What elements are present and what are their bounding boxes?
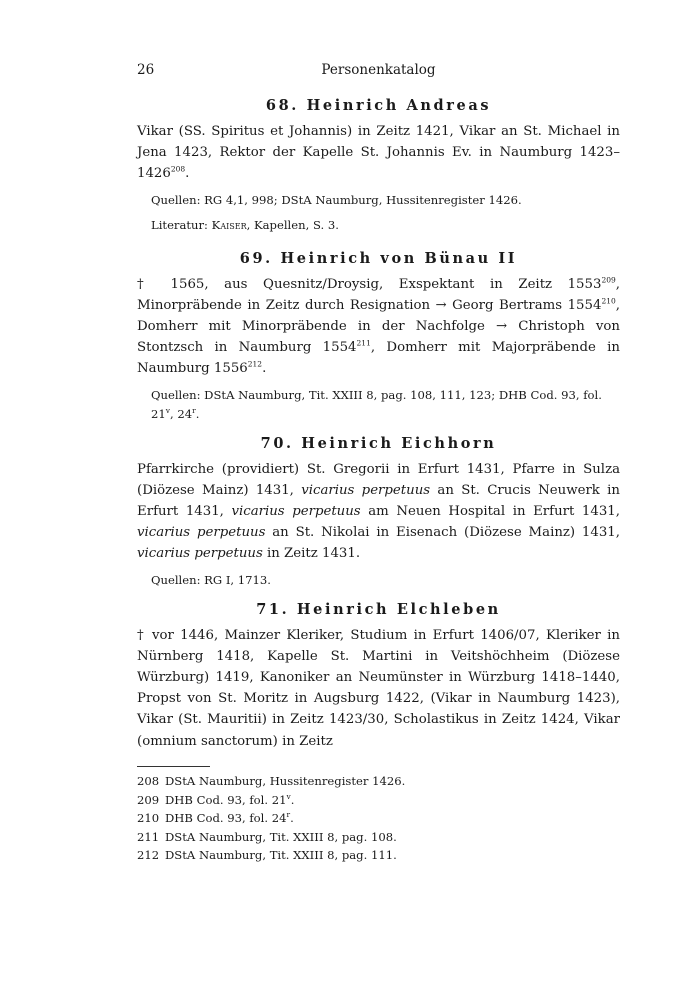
entry-text-69 (137, 274, 620, 380)
running-title: Personenkatalog (321, 62, 436, 78)
sources-69-part: Quellen: DStA Naumburg, Tit. XXIII 8, pag. 108, 111, 123; DHB Cod. 93, fol. 21 (151, 387, 602, 421)
entry-text-69-part: , Domherr mit Minorpräbende in der Nachfolge → Christoph von Stontzsch in Naumburg 1554 (137, 297, 620, 356)
entry-text-69-part: , Domherr mit Majorpräbende in Naumburg 1556 (137, 340, 620, 377)
footnote-ref-212: 212 (247, 360, 263, 369)
entry-text-70-part: an St. Crucis Neuwerk in Erfurt 1431, (137, 482, 620, 520)
entry-title-70: 70. Heinrich Eichhorn (260, 434, 497, 452)
entry-title-68: 68. Heinrich Andreas (265, 97, 492, 114)
latin-term: vicarius perpetuus (137, 546, 263, 562)
entry-literature-68 (151, 216, 620, 235)
catalog-body (137, 96, 620, 752)
latin-term: vicarius perpetuus (301, 482, 431, 498)
footnote-text-after: . (290, 792, 295, 807)
footnote-text: DStA Naumburg, Hussitenregister 1426. (165, 774, 406, 788)
footnote-ref-209: 209 (601, 275, 616, 285)
entry-text-71: † vor 1446, Mainzer Kleriker, Studium in Erfurt 1406/07, Kleriker in Nürnberg 1418, Kapelle St. Martini in Veitshöchheim (Diözese Würzburg) 1419, Kanoniker an Neumünster in Würzburg 1418–1440, Propst von St. Moritz in Augsburg 1422, (Vikar in Naumburg 1423), Vikar (St. Mauritii) in Zeitz 1423/30, Scholastikus in Zeitz 1424, Vikar (omnium sanctorum) in Zeitz (137, 627, 620, 749)
footnote-210 (137, 809, 620, 828)
entry-text-68: Vikar (SS. Spiritus et Johannis) in Zeitz 1421, Vikar an St. Michael in Jena 1423, Rektor der Kapelle St. Johannis Ev. in Naumburg 1423–1426$^{208}$. (137, 124, 620, 182)
footnote-text-body: DHB Cod. 93, fol. 21 (165, 792, 287, 807)
latin-term: vicarius perpetuus (137, 525, 266, 541)
entry-text-70-part: am Neuen Hospital in Erfurt 1431, (360, 504, 620, 520)
page-number: 26 (137, 62, 155, 78)
footnote-text: DStA Naumburg, Tit. XXIII 8, pag. 111. (165, 848, 397, 863)
footnotes (137, 772, 620, 865)
folio-recto: r (286, 810, 291, 820)
footnote-208 (137, 772, 620, 791)
footnote-number: 211 (137, 829, 160, 844)
entry-sources-68: Quellen: RG 4,1, 998; DStA Naumburg, Hussitenregister 1426. (151, 192, 522, 207)
running-head (137, 62, 620, 82)
footnote-text (165, 809, 294, 828)
footnote-text: DStA Naumburg, Tit. XXIII 8, pag. 108. (165, 829, 397, 844)
footnote-ref-210: 210 (601, 296, 616, 306)
footnote-209 (137, 791, 620, 810)
footnote-number: 209 (137, 792, 160, 807)
footnote-ref-211: 211 (356, 338, 371, 348)
latin-term: vicarius perpetuus (231, 504, 361, 520)
entry-text-70-part: in Zeitz 1431. (262, 546, 361, 562)
entry-sources-69 (151, 386, 620, 424)
entry-text-68-body: Vikar (SS. Spiritus et Johannis) in Zeitz 1421, Vikar an St. Michael in Jena 1423, Rektor der Kapelle St. Johannis Ev. in Naumburg 1423–1426 (137, 124, 620, 182)
entry-text-69-part: † 1565, aus Quesnitz/Droysig, Exspektant in Zeitz 1553 (137, 276, 602, 292)
literature-author: Kaiser (211, 217, 247, 232)
footnote-text (165, 791, 294, 810)
entry-text-70 (137, 459, 620, 565)
literature-prefix: Literatur: (151, 217, 212, 232)
footnote-211 (137, 828, 620, 847)
footnote-212 (137, 846, 620, 865)
entry-text-69-part: . (262, 361, 267, 377)
footnote-number: 208 (137, 774, 160, 788)
entry-sources-70: Quellen: RG I, 1713. (151, 572, 271, 587)
folio-verso: v (165, 405, 171, 415)
footnote-text-after: . (290, 811, 294, 826)
entry-title-69: 69. Heinrich von Bünau II (239, 249, 518, 267)
footnote-text-body: DHB Cod. 93, fol. 24 (165, 811, 287, 826)
footnote-rule (137, 766, 210, 767)
entry-text-70-part: Pfarrkirche (providiert) St. Gregorii in Erfurt 1431, Pfarre in Sulza (Diözese Mainz) 1431, (137, 461, 620, 498)
entry-text-69-part: , Minorpräbende in Zeitz durch Resignation → Georg Bertrams 1554 (137, 276, 620, 313)
folio-verso: v (286, 791, 291, 801)
footnote-number: 212 (137, 848, 160, 863)
literature-rest: , Kapellen, S. 3. (246, 217, 339, 232)
sources-69-part: , 24 (170, 406, 193, 421)
footnote-ref-208: 208 (170, 164, 186, 174)
footnote-number: 210 (137, 811, 160, 826)
folio-recto: r (192, 405, 196, 415)
sources-69-part: . (195, 406, 200, 421)
entry-title-71: 71. Heinrich Elchleben (256, 600, 501, 618)
entry-text-70-part: an St. Nikolai in Eisenach (Diözese Mainz) 1431, (265, 525, 620, 541)
